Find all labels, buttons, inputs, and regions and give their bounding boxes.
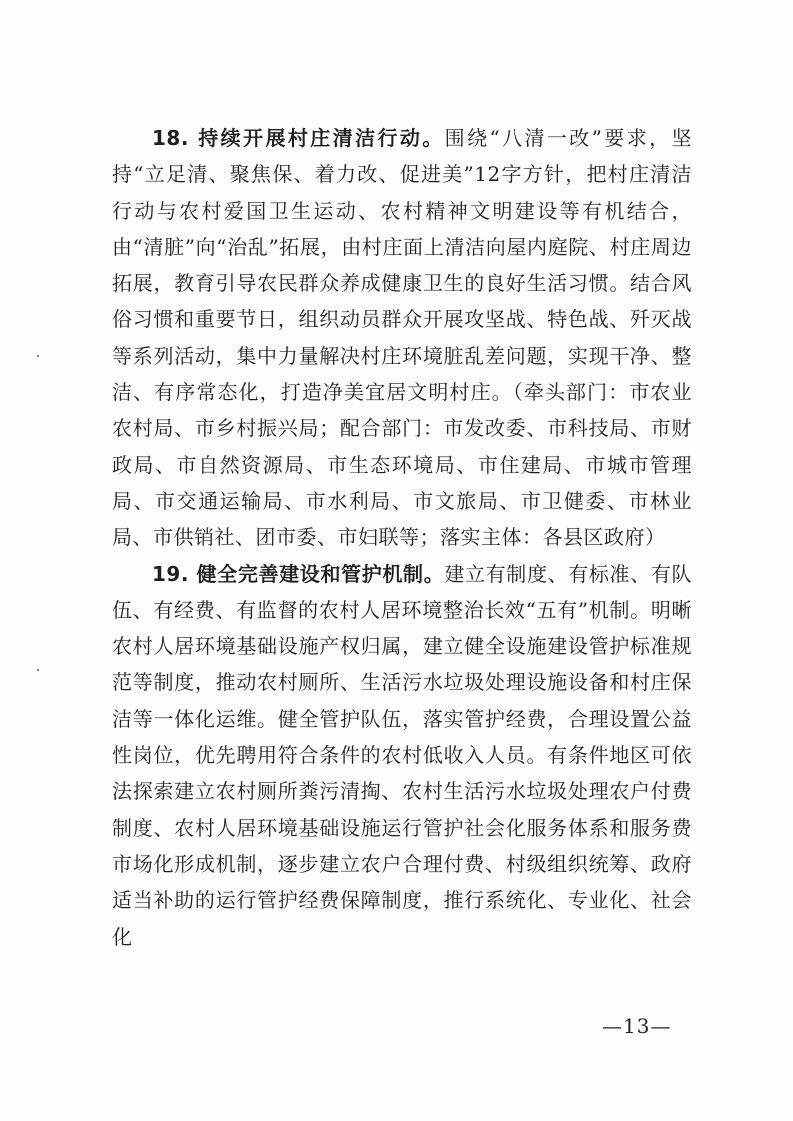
scan-speck	[37, 669, 39, 671]
document-body	[112, 120, 692, 955]
paragraph-19-heading: 19. 健全完善建设和管护机制。	[152, 561, 445, 586]
paragraph-19-text: 建立有制度、有标准、有队伍、有经费、有监督的农村人居环境整治长效“五有”机制。明晰农村人居环境基础设施产权归属，建立健全设施建设管护标准规范等制度，推动农村厕所、生活污水垃圾处理设施设备和村庄保洁等一体化运维。健全管护队伍，落实管护经费，合理设置公益性岗位，优先聘用符合条件的农村低收入人员。有条件地区可依法探索建立农村厕所粪污清掏、农村生活污水垃圾处理农户付费制度、农村人居环境基础设施运行管护社会化服务体系和服务费市场化形成机制，逐步建立农户合理付费、村级组织统筹、政府适当补助的运行管护经费保障制度，推行系统化、专业化、社会化	[112, 561, 692, 949]
paragraph-18-heading: 18. 持续开展村庄清洁行动。	[152, 126, 445, 150]
paragraph-18	[112, 120, 692, 556]
paragraph-18-text: 围绕“八清一改”要求，坚持“立足清、聚焦保、着力改、促进美”12字方针，把村庄清洁行动与农村爱国卫生运动、农村精神文明建设等有机结合，由“清脏”向“治乱”拓展，由村庄面上清洁向屋内庭院、村庄周边拓展，教育引导农民群众养成健康卫生的良好生活习惯。结合风俗习惯和重要节日，组织动员群众开展攻坚战、特色战、歼灭战等系列活动，集中力量解决村庄环境脏乱差问题，实现干净、整洁、有序常态化，打造净美宜居文明村庄。（牵头部门：市农业农村局、市乡村振兴局；配合部门：市发改委、市科技局、市财政局、市自然资源局、市生态环境局、市住建局、市城市管理局、市交通运输局、市水利局、市文旅局、市卫健委、市林业局、市供销社、团市委、市妇联等；落实主体：各县区政府）	[112, 126, 692, 550]
paragraph-19	[112, 556, 692, 955]
scan-speck	[37, 355, 39, 357]
page-number: —13—	[602, 1014, 672, 1038]
